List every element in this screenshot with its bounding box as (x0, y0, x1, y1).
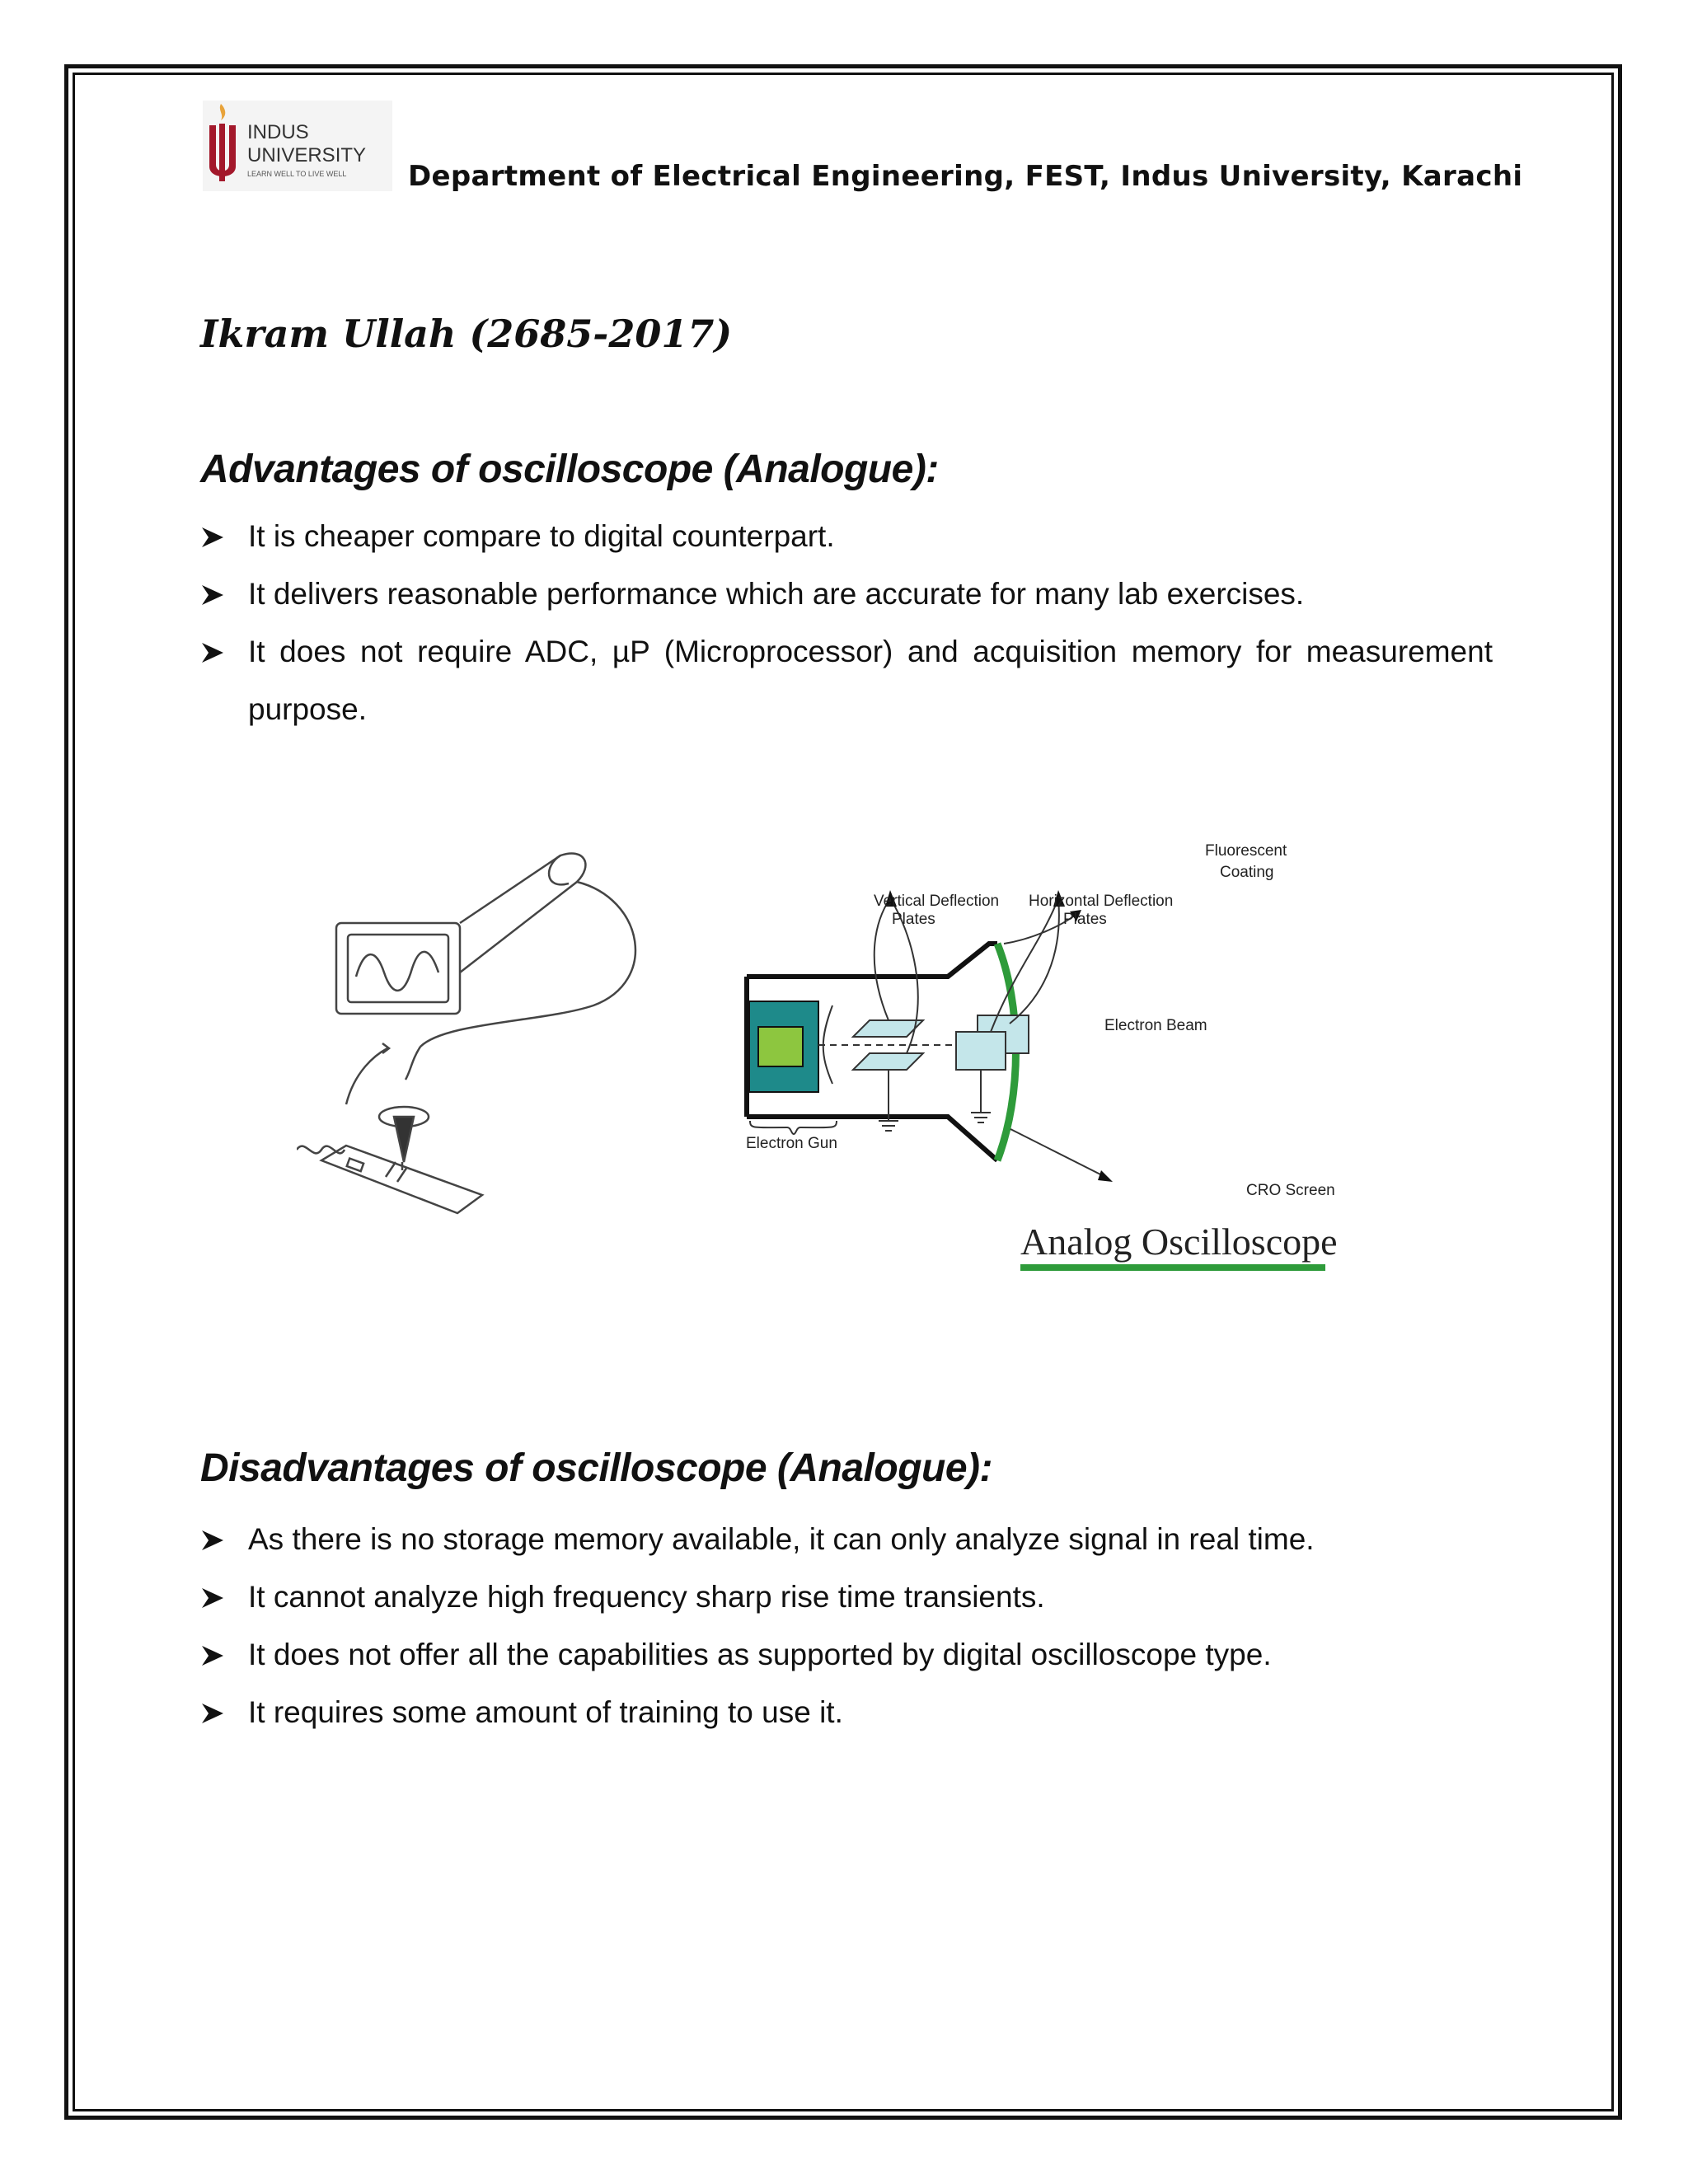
label-electron-beam: Electron Beam (1104, 1017, 1207, 1034)
disadvantages-heading: Disadvantages of oscilloscope (Analogue): (200, 1446, 993, 1490)
logo-line2: UNIVERSITY (247, 144, 367, 166)
probe-sketch (297, 854, 635, 1213)
arrow-bullet-icon (200, 526, 225, 549)
department-header: Department of Electrical Engineering, FEST, Indus University, Karachi (408, 160, 1523, 193)
arrow-bullet-icon (200, 1529, 225, 1552)
list-item: It is cheaper compare to digital counterpart. (200, 508, 1493, 565)
figure-title: Analog Oscilloscope (1020, 1221, 1338, 1263)
horizontal-plate-front (956, 1032, 1006, 1070)
list-item: It requires some amount of training to use it. (200, 1684, 1493, 1741)
list-item: It does not require ADC, µP (Microprocessor) and acquisition memory for measurement purpose. (200, 623, 1493, 738)
arrow-bullet-icon (200, 1586, 225, 1610)
label-vertical-plates-2: Plates (892, 911, 935, 928)
list-item: It does not offer all the capabilities as supported by digital oscilloscope type. (200, 1626, 1493, 1684)
label-cro-screen: CRO Screen (1246, 1182, 1335, 1199)
list-item: It delivers reasonable performance which are accurate for many lab exercises. (200, 565, 1493, 623)
crt-diagram (747, 890, 1325, 1271)
label-vertical-plates-1: Vertical Deflection (874, 893, 1000, 910)
analog-oscilloscope-figure (297, 832, 1368, 1294)
arrow-bullet-icon (200, 641, 225, 664)
label-fluorescent-1: Fluorescent (1205, 842, 1287, 860)
logo-tagline: LEARN WELL TO LIVE WELL (247, 170, 347, 178)
list-item: It cannot analyze high frequency sharp rise time transients. (200, 1568, 1493, 1626)
advantages-list (200, 508, 1493, 738)
label-electron-gun: Electron Gun (746, 1135, 837, 1152)
arrow-bullet-icon (200, 583, 225, 607)
figure-title-underline (1020, 1264, 1325, 1271)
disadvantages-list (200, 1511, 1493, 1741)
advantages-heading: Advantages of oscilloscope (Analogue): (200, 448, 939, 491)
arrow-bullet-icon (200, 1644, 225, 1667)
logo-line1: INDUS (247, 121, 309, 143)
university-logo (203, 101, 392, 191)
label-horizontal-plates-1: Horizontal Deflection (1029, 893, 1174, 910)
author-name: Ikram Ullah (2685-2017) (200, 312, 733, 356)
arrow-bullet-icon (200, 1702, 225, 1725)
label-fluorescent-2: Coating (1220, 864, 1274, 881)
vertical-plate-lower (853, 1053, 923, 1070)
electron-gun-core (758, 1027, 803, 1066)
list-item: As there is no storage memory available, it can only analyze signal in real time. (200, 1511, 1493, 1568)
label-horizontal-plates-2: Plates (1063, 911, 1107, 928)
